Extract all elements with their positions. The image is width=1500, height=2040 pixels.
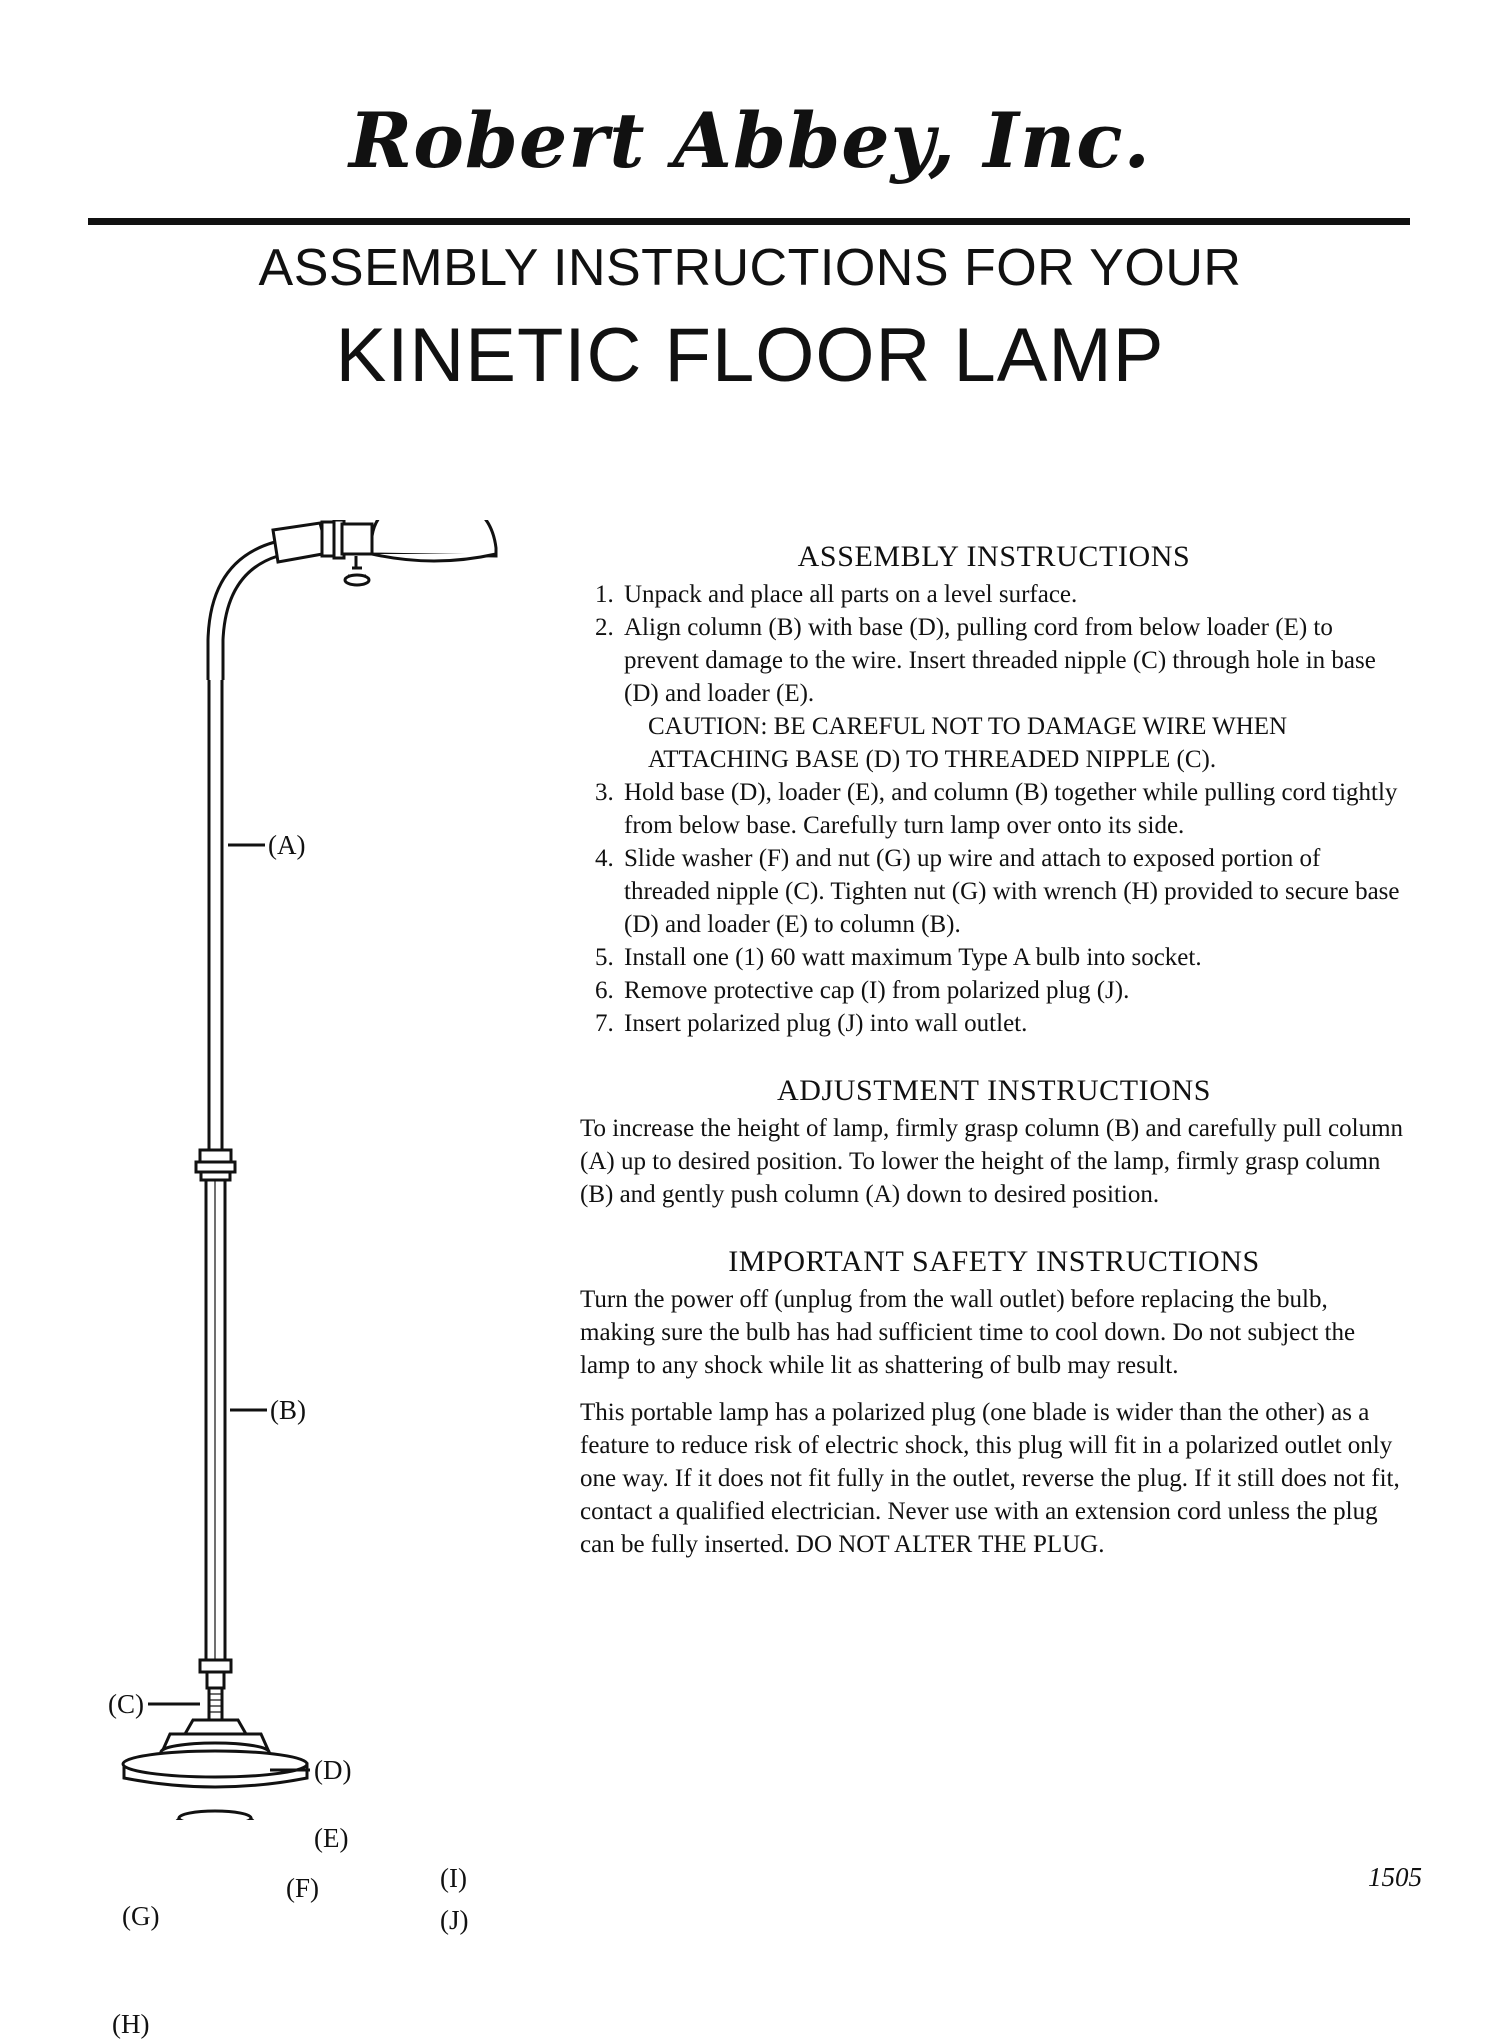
instructions-column xyxy=(580,540,1408,1575)
assembly-steps-list-cont xyxy=(580,776,1408,1040)
diagram-label-a: (A) xyxy=(268,830,306,860)
diagram-label-i: (I) xyxy=(440,1863,467,1893)
diagram-label-h: (H) xyxy=(112,2009,150,2039)
assembly-step: 7. Insert polarized plug (J) into wall outlet. xyxy=(620,1007,1408,1040)
document-subtitle: ASSEMBLY INSTRUCTIONS FOR YOUR xyxy=(258,239,1242,297)
assembly-heading: ASSEMBLY INSTRUCTIONS xyxy=(797,540,1191,573)
diagram-label-f: (F) xyxy=(286,1873,319,1903)
assembly-step: 3. Hold base (D), loader (E), and column (B) together while pulling cord tightly from below base. Carefully turn lamp over onto its side. xyxy=(620,776,1408,842)
assembly-step: 6. Remove protective cap (I) from polarized plug (J). xyxy=(620,974,1408,1007)
caution-line: ATTACHING BASE (D) TO THREADED NIPPLE (C). xyxy=(648,746,1217,773)
caution-line: CAUTION: BE CAREFUL NOT TO DAMAGE WIRE WHEN xyxy=(648,713,1288,740)
adjustment-body: To increase the height of lamp, firmly grasp column (B) and carefully pull column (A) up to desired position. To lower the height of the lamp, firmly grasp column (B) and gently push column (A) down to desired position. xyxy=(580,1115,1404,1208)
assembly-steps-list xyxy=(580,578,1408,710)
caution-note xyxy=(580,710,1408,776)
document-code: 1505 xyxy=(1368,1862,1422,1892)
diagram-label-c: (C) xyxy=(108,1689,144,1719)
diagram-label-b: (B) xyxy=(270,1395,306,1425)
page-title: KINETIC FLOOR LAMP xyxy=(335,313,1165,398)
assembly-step: 2. Align column (B) with base (D), pulling cord from below loader (E) to prevent damage to the wire. Insert threaded nipple (C) through hole in base (D) and loader (E). xyxy=(620,611,1408,710)
diagram-label-g: (G) xyxy=(122,1901,160,1931)
adjustment-heading: ADJUSTMENT INSTRUCTIONS xyxy=(776,1074,1212,1107)
safety-paragraph-1: Turn the power off (unplug from the wall outlet) before replacing the bulb, making sure the bulb has had sufficient time to cool down. Do not subject the lamp to any shock while lit as shattering of bulb may result. xyxy=(580,1286,1356,1379)
header-divider xyxy=(88,218,1410,225)
assembly-step: 1. Unpack and place all parts on a level surface. xyxy=(620,578,1408,611)
safety-paragraph-2: This portable lamp has a polarized plug (one blade is wider than the other) as a feature to reduce risk of electric shock, this plug will fit in a polarized outlet only one way. If it does not fit fully in the outlet, reverse the plug. If it still does not fit, contact a qualified electrician. Never use with an extension cord unless the plug can be fully inserted. DO NOT ALTER THE PLUG. xyxy=(580,1399,1400,1558)
company-logo-wordmark: Robert Abbey, Inc. xyxy=(349,96,1151,185)
diagram-label-e: (E) xyxy=(314,1823,349,1853)
lamp-diagram-svg xyxy=(60,520,580,1820)
diagram-label-j: (J) xyxy=(440,1905,469,1935)
lamp-exploded-diagram xyxy=(60,520,580,2039)
assembly-step: 4. Slide washer (F) and nut (G) up wire and attach to exposed portion of threaded nipple (C). Tighten nut (G) with wrench (H) provided to secure base (D) and loader (E) to column (B). xyxy=(620,842,1408,941)
assembly-step: 5. Install one (1) 60 watt maximum Type A bulb into socket. xyxy=(620,941,1408,974)
safety-heading: IMPORTANT SAFETY INSTRUCTIONS xyxy=(728,1245,1260,1278)
diagram-label-d: (D) xyxy=(314,1755,352,1785)
